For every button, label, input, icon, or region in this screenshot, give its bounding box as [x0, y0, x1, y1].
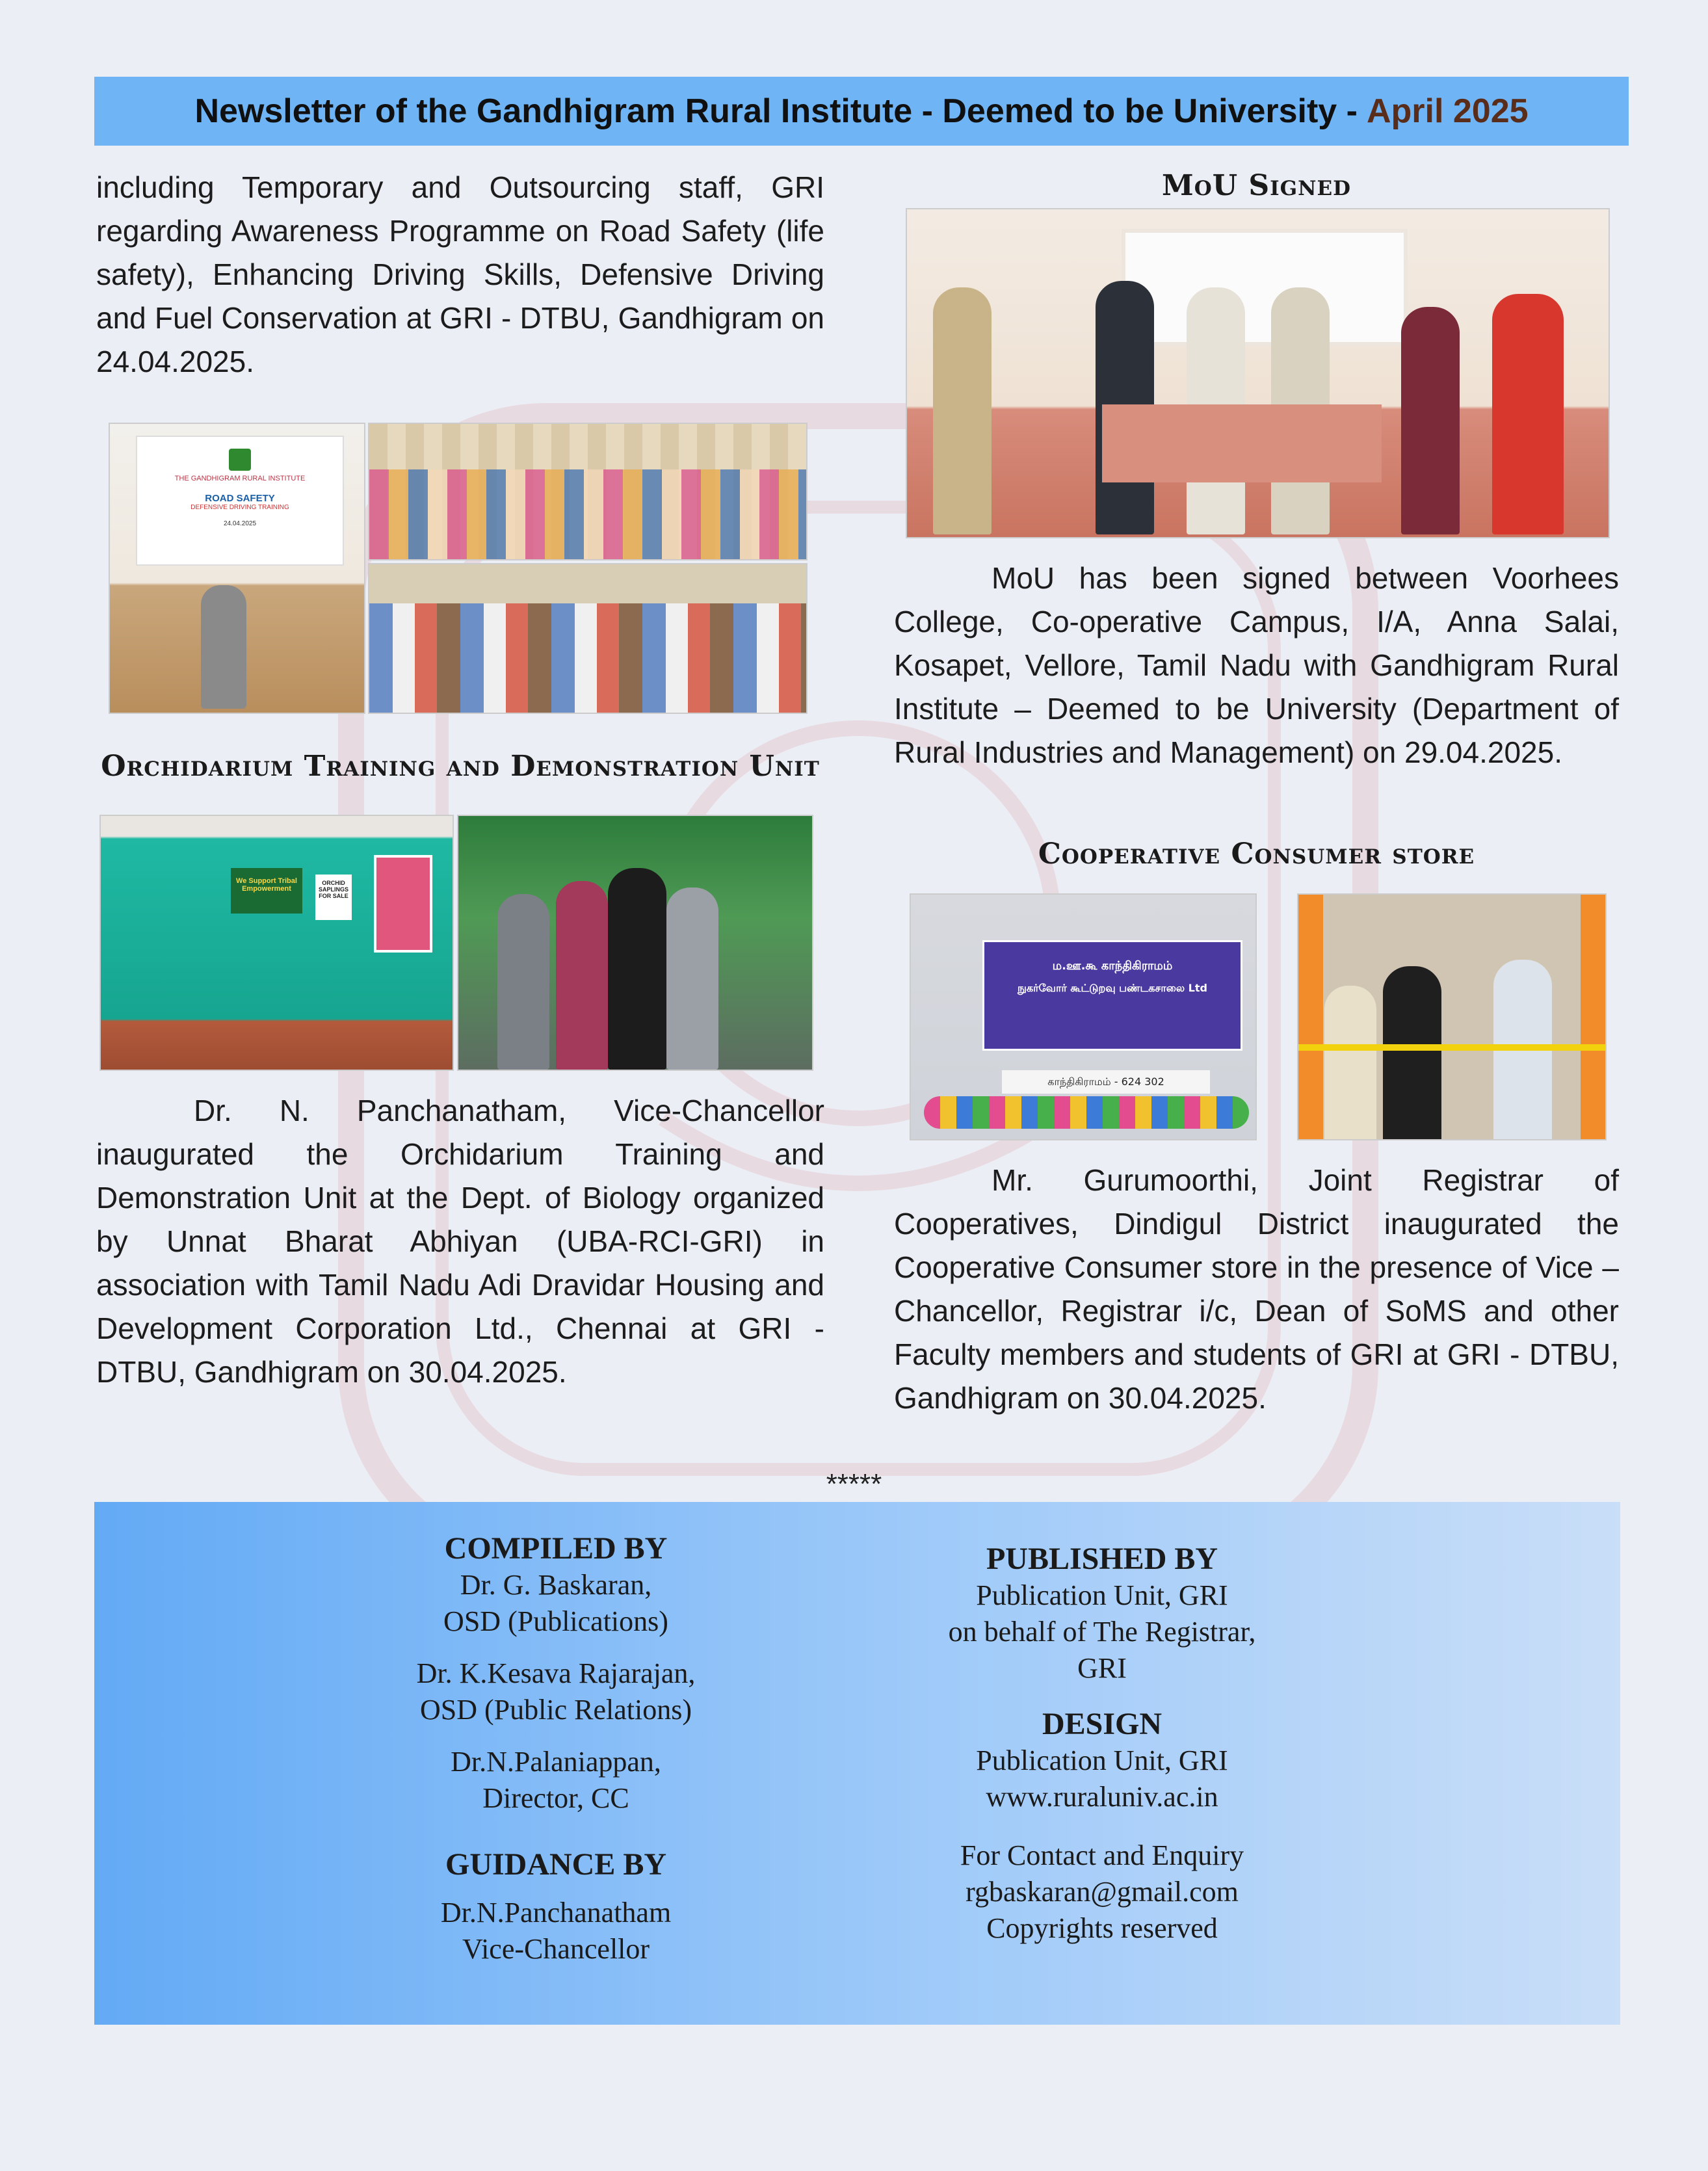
guidance-name: Dr.N.Panchanatham — [440, 1897, 672, 1928]
audience-photo-bottom — [368, 563, 808, 714]
footer-credits — [94, 1502, 1620, 2025]
copyright-text: Copyrights reserved — [986, 1912, 1218, 1944]
published-line: on behalf of The Registrar, — [948, 1616, 1256, 1648]
design-line: Publication Unit, GRI — [976, 1744, 1228, 1776]
compiler-name: Dr. G. Baskaran, — [460, 1569, 652, 1601]
orchidarium-inauguration-photo — [457, 815, 813, 1071]
published-by-block — [907, 1541, 1297, 1947]
mou-section-title: MoU Signed — [1162, 169, 1351, 202]
coop-store-signboard-photo — [910, 893, 1257, 1140]
compiled-by-heading: COMPILED BY — [444, 1531, 668, 1566]
mou-text: MoU has been signed between Voorhees College, Co-operative Campus, I/A, Anna Salai, Kosapet, Vellore, Tamil Nadu with Gandhigram Rural Institute – Deemed to be University (Department of Rural Industries and Management) on 29.04.2025. — [894, 561, 1619, 769]
section-separator: ***** — [826, 1468, 882, 1500]
coop-store-ribbon-cutting-photo — [1297, 893, 1607, 1140]
tribal-banner: We Support Tribal Empowerment — [231, 868, 302, 914]
coop-store-text: Mr. Gurumoorthi, Joint Registrar of Cooperatives, Dindigul District inaugurated the Cooperative Consumer store in the presence of Vice – Chancellor, Registrar i/c, Dean of SoMS and other Faculty members and students of GRI at GRI - DTBU, Gandhigram on 30.04.2025. — [894, 1163, 1619, 1415]
slide-institute: THE GANDHIGRAM RURAL INSTITUTE — [174, 475, 306, 482]
sign-line-3: காந்திகிராமம் - 624 302 — [1002, 1070, 1210, 1094]
newsletter-header — [94, 77, 1629, 146]
left-column — [96, 166, 824, 384]
mou-signing-photo — [906, 208, 1610, 538]
orchidarium-section-title: Orchidarium Training and Demonstration Unit — [101, 750, 820, 783]
guidance-by-heading: GUIDANCE BY — [445, 1847, 667, 1882]
compiler-name: Dr.N.Palaniappan, — [451, 1746, 661, 1778]
coop-signboard — [982, 940, 1242, 1051]
slide-title: ROAD SAFETY — [205, 493, 275, 504]
contact-email[interactable]: rgbaskaran@gmail.com — [966, 1876, 1239, 1908]
orchidarium-text: Dr. N. Panchanatham, Vice-Chancellor inaugurated the Orchidarium Training and Demonstration Unit at the Dept. of Biology organized by Unnat Bharat Abhiyan (UBA-RCI-GRI) in association with Tamil Nadu Adi Dravidar Housing and Development Corporation Ltd., Chennai at GRI - DTBU, Gandhigram on 30.04.2025. — [96, 1094, 824, 1389]
audience-photo-top — [368, 423, 808, 560]
guidance-role: Vice-Chancellor — [462, 1933, 650, 1965]
published-by-heading: PUBLISHED BY — [986, 1542, 1218, 1576]
published-line: GRI — [1077, 1652, 1127, 1684]
compiler-role: Director, CC — [482, 1782, 629, 1814]
sign-line-1: ம.ஊ.கூ காந்திகிராமம் — [1052, 959, 1173, 973]
contact-label: For Contact and Enquiry — [960, 1839, 1244, 1871]
compiler-role: OSD (Publications) — [443, 1605, 668, 1637]
compiled-by-block — [413, 1531, 699, 1967]
slide-date: 24.04.2025 — [223, 520, 257, 527]
orchid-sale-board: ORCHID SAPLINGS FOR SALE — [315, 875, 352, 920]
slide-subtitle: DEFENSIVE DRIVING TRAINING — [191, 504, 289, 511]
orchidarium-shade-net-photo — [99, 815, 454, 1071]
published-line: Publication Unit, GRI — [976, 1579, 1228, 1611]
projector-screen — [136, 436, 344, 566]
road-safety-speaker-photo — [109, 423, 365, 714]
coop-store-section-title: Cooperative Consumer store — [1038, 837, 1475, 871]
website-link[interactable]: www.ruraluniv.ac.in — [986, 1781, 1218, 1813]
header-title: Newsletter of the Gandhigram Rural Institute - Deemed to be University - — [194, 92, 1358, 130]
header-month: April 2025 — [1366, 92, 1529, 130]
gri-logo-icon — [229, 449, 251, 471]
sign-line-2: நுகர்வோர் கூட்டுறவு பண்டகசாலை Ltd — [1018, 982, 1207, 994]
design-heading: DESIGN — [1042, 1707, 1163, 1741]
compiler-role: OSD (Public Relations) — [420, 1694, 692, 1726]
compiler-name: Dr. K.Kesava Rajarajan, — [416, 1657, 696, 1689]
road-safety-text: including Temporary and Outsourcing staff, GRI regarding Awareness Programme on Road Safety (life safety), Enhancing Driving Skills, Defensive Driving and Fuel Conservation at GRI - DTBU, Gandhigram on 24.04.2025. — [96, 170, 824, 378]
speaker-figure — [201, 585, 246, 709]
